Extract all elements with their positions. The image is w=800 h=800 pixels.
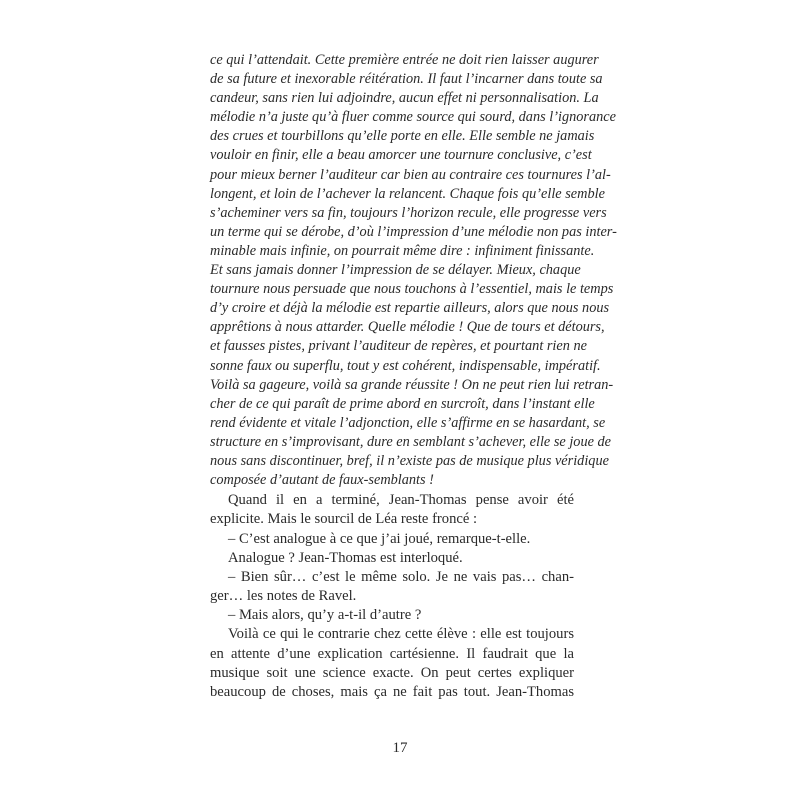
- italic-passage: [210, 51, 617, 490]
- text-line: rend évidente et vitale l’adjonction, elle s’affirme en se hasardant, se: [210, 414, 606, 431]
- text-line: minable mais infinie, on pourrait même dire : infiniment finissante.: [210, 242, 595, 259]
- dialogue-line: – Mais alors, qu’y a-t-il d’autre ?: [228, 607, 422, 624]
- text-line: un terme qui se dérobe, d’où l’impression d’une mélodie non pas inter-: [210, 223, 617, 240]
- text-line: ger… les notes de Ravel.: [210, 588, 357, 605]
- text-line: structure en s’improvisant, dure en semblant s’achever, elle se joue de: [210, 433, 612, 450]
- page-number: 17: [392, 740, 408, 756]
- text-line: pour mieux berner l’auditeur car bien au contraire ces tournures l’al-: [210, 166, 611, 183]
- text-line: ce qui l’attendait. Cette première entrée ne doit rien laisser augurer: [210, 52, 599, 68]
- text-line: beaucoup de choses, mais ça ne fait pas tout. Jean-Thomas: [210, 684, 574, 701]
- narrative-passage: [210, 491, 574, 702]
- dialogue-line: – Bien sûr… c’est le même solo. Je ne vais pas… chan-: [228, 568, 574, 585]
- text-line: musique soit une science exacte. On peut certes expliquer: [210, 664, 574, 681]
- text-line: des crues et tourbillons qu’elle porte en elle. Elle semble ne jamais: [210, 128, 595, 145]
- text-line: composée d’autant de faux-semblants !: [210, 472, 434, 489]
- text-line: Et sans jamais donner l’impression de se délayer. Mieux, chaque: [210, 262, 581, 279]
- text-line: mélodie n’a juste qu’à fluer comme source qui sourd, dans l’ignorance: [210, 109, 616, 126]
- text-line: Analogue ? Jean-Thomas est interloqué.: [228, 549, 463, 566]
- text-line: Quand il en a terminé, Jean-Thomas pense avoir été: [228, 492, 574, 509]
- text-line: en attente d’une explication cartésienne. Il faudrait que la: [210, 645, 574, 662]
- text-line: candeur, sans rien lui adjoindre, aucun effet ni personnalisation. La: [210, 90, 599, 107]
- text-line: explicite. Mais le sourcil de Léa reste froncé :: [210, 511, 478, 528]
- text-line: et fausses pistes, privant l’auditeur de repères, et pourtant rien ne: [210, 338, 587, 355]
- text-line: nous sans discontinuer, bref, il n’existe pas de musique plus véridique: [210, 452, 609, 469]
- text-line: Voilà sa gageure, voilà sa grande réussite ! On ne peut rien lui retran-: [210, 376, 614, 393]
- text-line: de sa future et inexorable réitération. Il faut l’incarner dans toute sa: [210, 71, 603, 88]
- text-line: cher de ce qui paraît de prime abord en surcroît, dans l’instant elle: [210, 395, 595, 412]
- text-line: d’y croire et déjà la mélodie est repartie ailleurs, alors que nous nous: [210, 300, 610, 317]
- text-line: apprêtions à nous attarder. Quelle mélodie ! Que de tours et détours,: [210, 319, 605, 336]
- text-line: vouloir en finir, elle a beau amorcer une tournure conclusive, c’est: [210, 147, 592, 164]
- text-line: Voilà ce qui le contrarie chez cette élève : elle est toujours: [228, 626, 574, 643]
- book-page: [210, 51, 617, 702]
- text-line: sonne faux ou superflu, tout y est cohérent, indispensable, impératif.: [210, 357, 601, 374]
- text-line: tournure nous persuade que nous touchons à l’essentiel, mais le temps: [210, 281, 614, 298]
- dialogue-line: – C’est analogue à ce que j’ai joué, remarque-t-elle.: [228, 530, 531, 547]
- text-line: s’acheminer vers sa fin, toujours l’horizon recule, elle progresse vers: [210, 204, 607, 221]
- text-line: longent, et loin de l’achever la relancent. Chaque fois qu’elle semble: [210, 185, 605, 202]
